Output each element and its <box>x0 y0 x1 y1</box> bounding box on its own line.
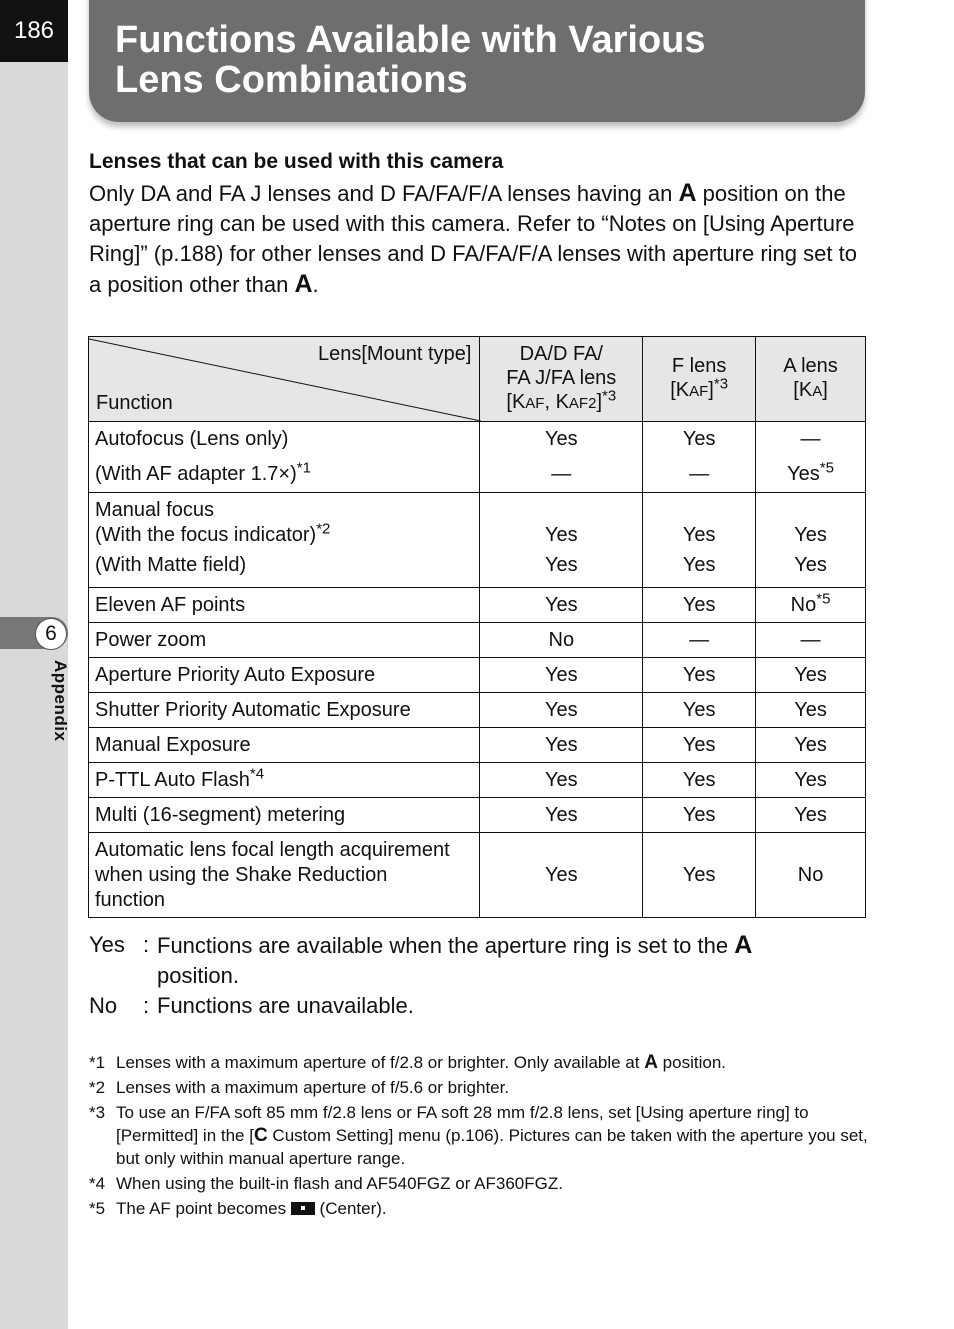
page-number: 186 <box>0 0 68 62</box>
function-label <box>95 457 473 492</box>
header-col-da-fa <box>480 337 643 422</box>
value-cell <box>480 422 643 493</box>
function-cell: Manual Exposure <box>89 728 480 763</box>
value-cell: Yes <box>756 798 866 833</box>
header-function: Function <box>96 392 173 414</box>
header-text: ] <box>708 379 714 401</box>
value-text: No <box>790 593 817 616</box>
legend-text: position. <box>157 963 239 988</box>
function-cell: Shutter Priority Automatic Exposure <box>89 693 480 728</box>
legend-term: No <box>89 993 118 1018</box>
intro-paragraph <box>89 178 869 300</box>
chapter-number: 6 <box>35 618 67 650</box>
legend-no <box>89 991 817 1021</box>
value-cell <box>643 422 756 493</box>
lens-compatibility-table <box>88 336 866 918</box>
header-mount <box>649 375 749 404</box>
note-text: Lenses with a maximum aperture of f/2.8 or brighter. Only available at <box>116 1053 645 1072</box>
header-text: , K <box>544 391 569 413</box>
value-cell: Yes <box>643 798 756 833</box>
aperture-a-symbol: A <box>294 270 313 298</box>
header-text: F lens <box>671 355 727 377</box>
value-cell: Yes <box>756 728 866 763</box>
value: Yes <box>544 523 578 546</box>
value: — <box>800 428 821 450</box>
header-text: DA/D FA/ <box>519 343 603 365</box>
footnote-mark: *3 <box>89 1103 106 1122</box>
section-heading: Lenses that can be used with this camera <box>89 150 504 173</box>
table-row <box>89 798 866 833</box>
footnote <box>89 1172 869 1195</box>
function-text: (With AF adapter 1.7×) <box>95 463 297 485</box>
value-cell: Yes <box>756 658 866 693</box>
function-cell <box>89 763 480 798</box>
header-text: AF <box>525 395 545 412</box>
table-row <box>89 493 866 588</box>
footnote-mark: *5 <box>89 1199 106 1218</box>
table-row <box>89 658 866 693</box>
legend-description: Functions are unavailable. <box>157 993 414 1018</box>
value-cell: Yes <box>643 833 756 918</box>
legend-yes <box>89 930 817 991</box>
header-lens-mount-type: Lens[Mount type] <box>317 343 472 365</box>
footnote-ref: *1 <box>296 459 311 477</box>
header-corner-cell <box>89 337 480 422</box>
table-row <box>89 693 866 728</box>
footnote-text: When using the built-in flash and AF540FGZ or AF360FGZ. <box>116 1174 563 1193</box>
footnote-ref: *2 <box>316 519 331 537</box>
footnote-text: Lenses with a maximum aperture of f/5.6 or brighter. <box>116 1078 510 1097</box>
aperture-a-symbol: A <box>734 931 753 959</box>
legend-term: Yes <box>89 932 125 957</box>
header-text: ] <box>822 379 828 401</box>
header-text: [K <box>506 391 526 413</box>
footnote-ref: *5 <box>819 459 834 477</box>
value: Yes <box>682 523 716 546</box>
function-label: (With Matte field) <box>95 553 247 576</box>
value-cell <box>756 588 866 623</box>
value: Yes <box>682 428 716 450</box>
function-cell: Aperture Priority Auto Exposure <box>89 658 480 693</box>
table-legend <box>89 930 817 1021</box>
value: Yes <box>794 523 827 546</box>
header-mount <box>486 387 636 416</box>
value-cell <box>756 493 866 588</box>
header-text: ] <box>596 391 602 413</box>
value-cell: Yes <box>756 763 866 798</box>
custom-menu-c-icon: C <box>253 1125 268 1146</box>
value-cell: Yes <box>643 728 756 763</box>
footnotes <box>89 1051 869 1222</box>
title-line-2: Lens Combinations <box>115 59 468 101</box>
value-cell: — <box>756 623 866 658</box>
page-title <box>115 20 835 100</box>
value-cell: No <box>480 623 643 658</box>
value: Yes <box>794 553 827 576</box>
footnote <box>89 1051 869 1074</box>
value <box>762 457 859 492</box>
value-cell <box>480 493 643 588</box>
intro-text-3: . <box>312 272 319 297</box>
note-text: The AF point becomes <box>116 1199 291 1218</box>
function-cell <box>89 422 480 493</box>
value-cell: Yes <box>643 658 756 693</box>
footnote-text <box>116 1051 726 1074</box>
header-col-a-lens <box>756 337 866 422</box>
value-cell: Yes <box>643 693 756 728</box>
footnote-mark: *2 <box>89 1078 106 1097</box>
table-row <box>89 623 866 658</box>
footnote-ref: *5 <box>816 589 831 607</box>
value: Yes <box>682 553 716 576</box>
footnote-text <box>116 1101 869 1170</box>
function-label <box>95 519 473 548</box>
footnote-mark: *4 <box>89 1174 106 1193</box>
footnote <box>89 1101 869 1170</box>
value-cell: Yes <box>480 658 643 693</box>
table-row <box>89 422 866 493</box>
intro-text-1: Only DA and FA J lenses and D FA/FA/F/A lenses having an <box>89 181 679 206</box>
value: Yes <box>544 428 578 450</box>
function-cell <box>89 833 480 918</box>
function-cell: Eleven AF points <box>89 588 480 623</box>
value-cell <box>756 422 866 493</box>
center-af-point-icon <box>291 1202 315 1215</box>
table-row <box>89 833 866 918</box>
table-row <box>89 763 866 798</box>
chapter-label: Appendix <box>51 660 70 742</box>
footnote-ref: *4 <box>249 764 265 782</box>
aperture-a-symbol: A <box>644 1052 658 1073</box>
legend-colon: : <box>143 993 150 1018</box>
intro-text-2: position on the aperture ring can be used with this camera. Refer to “Notes on [Using Aperture Ring]” (p.188) for other lenses and D FA/FA/F/A lenses with aperture ring set to a position other than <box>89 181 857 297</box>
header-text: A lens <box>783 355 838 377</box>
table-row <box>89 588 866 623</box>
function-label: Automatic lens focal length acquirement <box>95 838 450 861</box>
footnote-text <box>116 1197 387 1220</box>
header-text: AF <box>689 383 709 400</box>
header-mount <box>762 378 859 404</box>
title-line-1: Functions Available with Various <box>115 19 706 61</box>
value-cell: Yes <box>480 798 643 833</box>
value: — <box>551 463 572 485</box>
function-label: Manual focus <box>95 498 214 521</box>
value-text: Yes <box>787 463 820 485</box>
footnote <box>89 1076 869 1099</box>
value-cell: Yes <box>480 693 643 728</box>
value-cell: Yes <box>643 763 756 798</box>
function-text: (With the focus indicator) <box>95 523 317 546</box>
value-cell: Yes <box>756 693 866 728</box>
function-cell <box>89 493 480 588</box>
value-cell: Yes <box>480 763 643 798</box>
function-label: Autofocus (Lens only) <box>95 428 289 450</box>
legend-description <box>157 930 817 991</box>
table-header-row <box>89 337 866 422</box>
value-cell: Yes <box>643 588 756 623</box>
header-text: A <box>812 383 823 400</box>
function-cell: Multi (16-segment) metering <box>89 798 480 833</box>
function-cell: Power zoom <box>89 623 480 658</box>
note-text: Custom Setting] menu (p.106). Pictures can be taken with the aperture you set, but only within manual aperture range. <box>116 1126 868 1168</box>
note-text: position. <box>657 1053 726 1072</box>
header-text: FA J/FA lens <box>506 367 617 389</box>
value-cell: No <box>756 833 866 918</box>
value: Yes <box>544 553 578 576</box>
footnote <box>89 1197 869 1220</box>
value-cell: Yes <box>480 728 643 763</box>
value-cell: Yes <box>480 588 643 623</box>
note-text: (Center). <box>314 1199 387 1218</box>
function-text: P-TTL Auto Flash <box>95 768 250 791</box>
header-text: AF2 <box>568 395 597 412</box>
legend-text: Functions are available when the aperture ring is set to the <box>157 933 735 958</box>
note-text: To use an F/FA soft 85 mm f/2.8 lens or FA soft 28 mm f/2.8 lens, set [Using aperture ring] to [Permitted] in the [ <box>116 1103 809 1145</box>
footnote-mark: *1 <box>89 1053 106 1072</box>
header-text: [K <box>793 379 813 401</box>
table-row <box>89 728 866 763</box>
value-cell <box>643 493 756 588</box>
aperture-a-symbol: A <box>678 179 697 207</box>
value: — <box>689 463 710 485</box>
legend-colon: : <box>143 932 150 957</box>
header-col-f-lens <box>643 337 756 422</box>
function-label: function <box>95 888 166 911</box>
value-cell: Yes <box>480 833 643 918</box>
function-label: when using the Shake Reduction <box>95 863 388 886</box>
footnote-ref: *3 <box>713 375 729 393</box>
footnote-ref: *3 <box>602 387 617 405</box>
value-cell: — <box>643 623 756 658</box>
header-text: [K <box>670 379 690 401</box>
